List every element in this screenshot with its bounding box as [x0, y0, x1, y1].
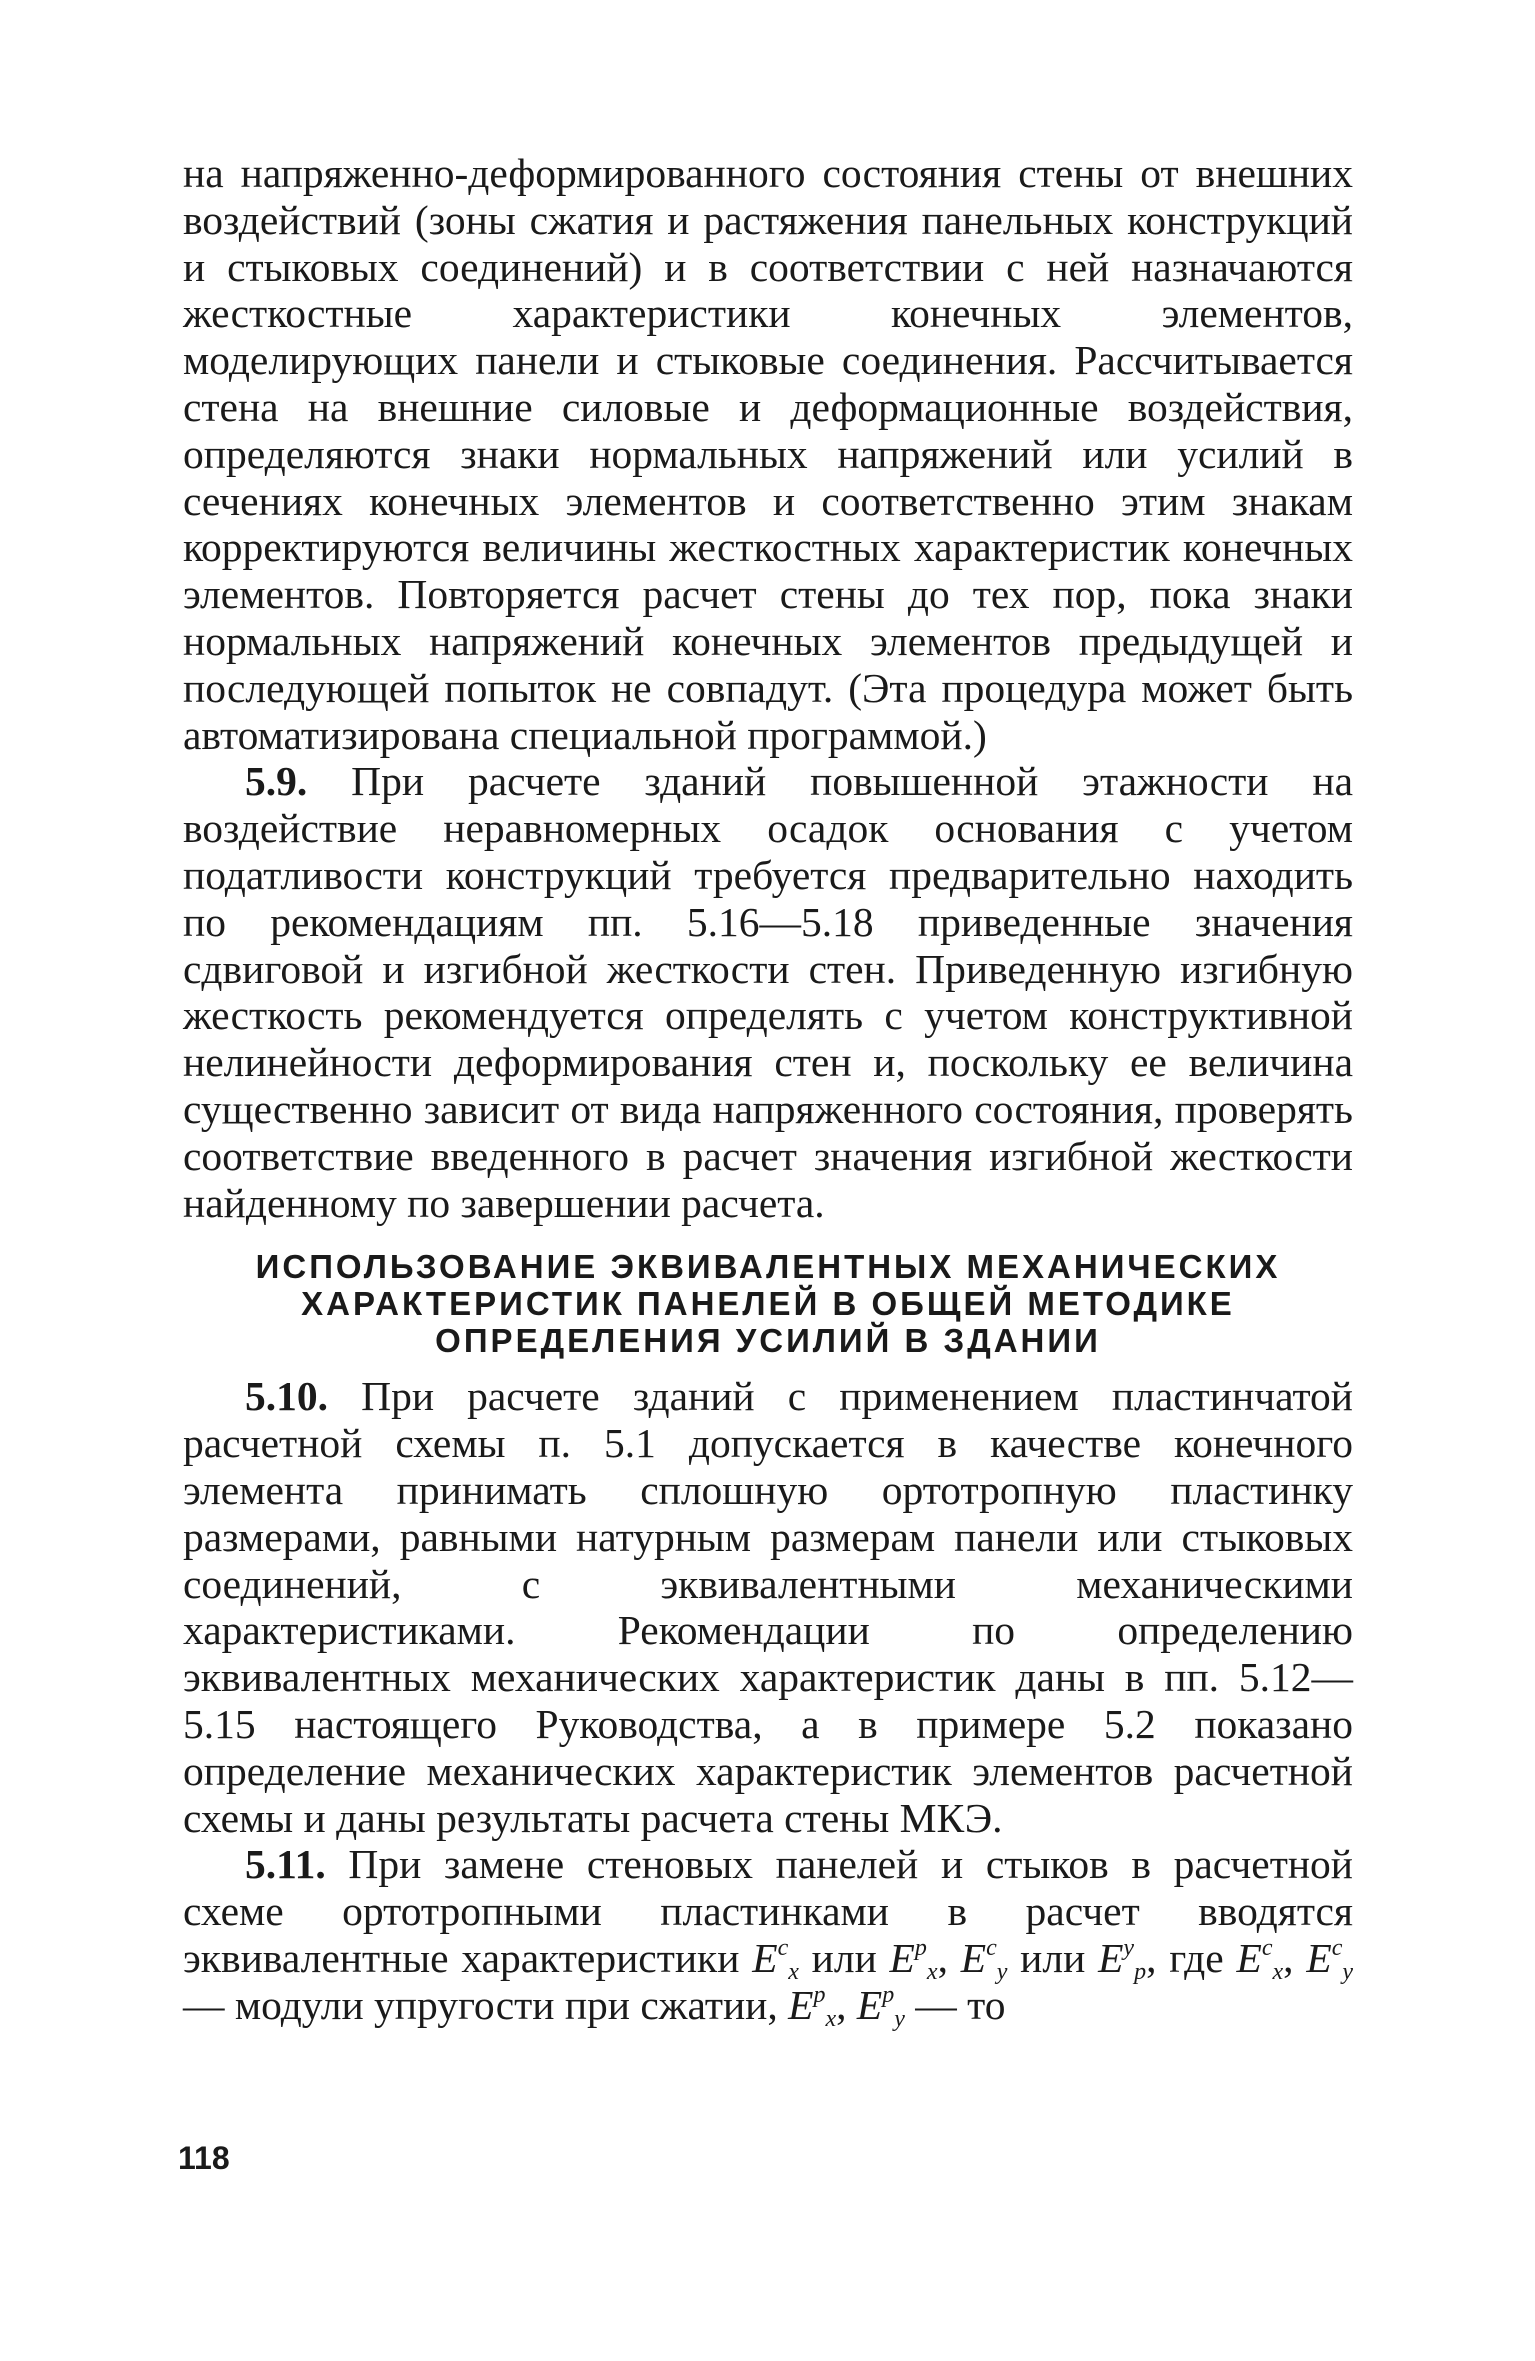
formula-epx [889, 1934, 938, 1985]
superscript: c [986, 1934, 997, 1961]
symbol-e: E [1236, 1934, 1262, 1981]
subscript: y [894, 2005, 905, 2032]
symbol-e: E [960, 1934, 987, 1981]
paragraph-text: , [937, 1934, 961, 1981]
paragraph-text: , [836, 1981, 857, 2028]
subscript: x [788, 1958, 799, 1985]
section-heading [183, 1248, 1353, 1359]
superscript: c [777, 1934, 789, 1961]
subscript: x [1272, 1958, 1284, 1985]
section-number: 5.9. [245, 758, 308, 805]
superscript: y [1123, 1934, 1135, 1961]
subscript: x [825, 2005, 837, 2032]
formula-epy [856, 1981, 905, 2032]
subscript: y [1342, 1958, 1353, 1985]
superscript: c [1331, 1934, 1343, 1961]
paragraph-text: на напряженно-деформированного состояния стены от внешних воздействий (зоны сжатия и растяжения панельных конструкций и стыковых соединений) и в соответствии с ней назначаются жесткостные характеристики конечных элементов, моделирующих панели и стыковые соединения. Рассчитывается стена на внешние силовые и деформационные воздействия, определяются знаки нормальных напряжений или усилий в сечениях конечных элементов и соответственно этим знакам корректируются величины жесткостных характеристик конечных элементов. Повторяется расчет стены до тех пор, пока знаки нормальных напряжений конечных элементов предыдущей и последующей попыток не совпадут. (Эта процедура может быть автоматизирована специальной программой.) [183, 150, 1353, 758]
paragraph-text: При замене стеновых панелей и стыков в расчетной схеме ортотропными пластинками в расчет вводятся эквивалентные характеристики [183, 1841, 1353, 1981]
superscript: p [914, 1934, 927, 1961]
superscript: p [813, 1981, 826, 2008]
superscript: c [1261, 1934, 1273, 1961]
formula-epx-2 [788, 1981, 837, 2032]
symbol-e: E [1306, 1934, 1332, 1981]
paragraph-text: При расчете зданий с применением пластинчатой расчетной схемы п. 5.1 допускается в качестве конечного элемента принимать сплошную ортотропную пластинку размерами, равными натурным размерам панели или стыковых соединений, с эквивалентными механическими характеристиками. Рекомендации по определению эквивалентных механических характеристик даны в пп. 5.12—5.15 настоящего Руководства, а в примере 5.2 показано определение механических характеристик элементов расчетной схемы и даны результаты расчета стены МКЭ. [183, 1373, 1353, 1841]
symbol-e: E [1098, 1934, 1124, 1981]
formula-ecx [752, 1934, 799, 1985]
heading-line-3: ОПРЕДЕЛЕНИЯ УСИЛИЙ В ЗДАНИИ [435, 1322, 1101, 1360]
paragraph-text: При расчете зданий повышенной этажности на воздействие неравномерных осадок основания с учетом податливости конструкций требуется предварительно находить по рекомендациям пп. 5.16—5.18 приведенные значения сдвиговой и изгибной жесткости стен. Приведенную изгибную жесткость рекомендуется определять с учетом конструктивной нелинейности деформирования стен и, поскольку ее величина существенно зависит от вида напряженного состояния, проверять соответствие введенного в расчет значения изгибной жесткости найденному по завершении расчета. [183, 758, 1353, 1226]
formula-eyp [1098, 1934, 1147, 1985]
formula-ecy [960, 1934, 1008, 1985]
paragraph-continuation [183, 150, 1353, 758]
symbol-e: E [788, 1981, 814, 2028]
paragraph-text: , [1283, 1934, 1307, 1981]
symbol-e: E [752, 1934, 778, 1981]
paragraph-5-9 [183, 758, 1353, 1226]
heading-line-1: ИСПОЛЬЗОВАНИЕ ЭКВИВАЛЕНТНЫХ МЕХАНИЧЕСКИХ [255, 1248, 1281, 1286]
paragraph-5-10 [183, 1373, 1353, 1841]
paragraph-text: — модули упругости при сжатии, [183, 1981, 789, 2028]
subscript: x [926, 1958, 938, 1985]
section-number: 5.10. [245, 1373, 328, 1420]
heading-line-2: ХАРАКТЕРИСТИК ПАНЕЛЕЙ В ОБЩЕЙ МЕТОДИКЕ [301, 1285, 1235, 1323]
paragraph-text: или [798, 1934, 890, 1981]
paragraph-text: или [1007, 1934, 1099, 1981]
text-column [183, 150, 1353, 2032]
paragraph-text: , где [1146, 1934, 1237, 1981]
formula-ecy-2 [1306, 1934, 1353, 1985]
paragraph-text: — то [904, 1981, 1006, 2028]
formula-ecx-2 [1236, 1934, 1284, 1985]
superscript: p [882, 1981, 895, 2008]
section-number: 5.11. [245, 1841, 326, 1888]
subscript: y [996, 1958, 1008, 1985]
subscript: p [1134, 1958, 1147, 1985]
paragraph-5-11 [183, 1841, 1353, 2032]
page-number: 118 [178, 2140, 230, 2176]
symbol-e: E [856, 1981, 883, 2028]
symbol-e: E [889, 1934, 915, 1981]
